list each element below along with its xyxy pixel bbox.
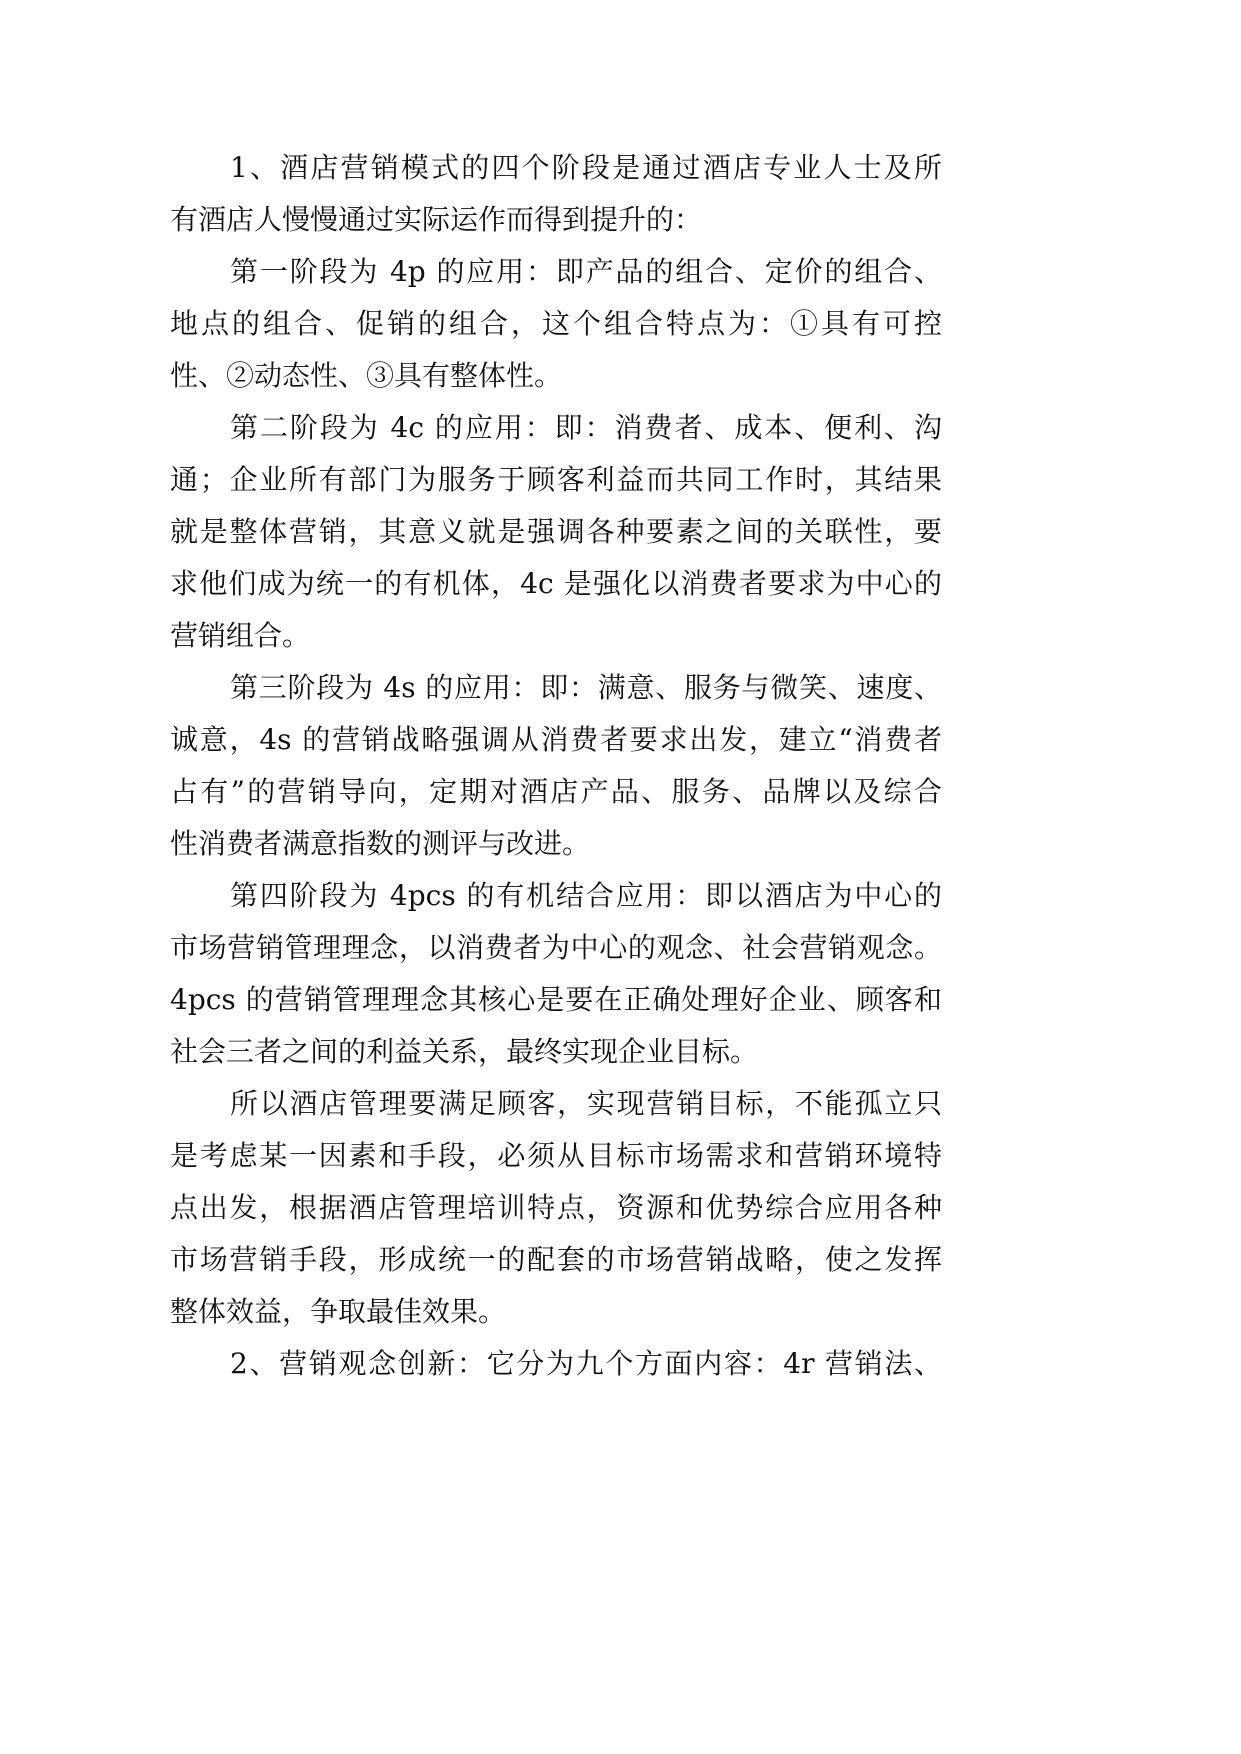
text-line: 第一阶段为 4p 的应用：即产品的组合、定价的组合、 (230, 255, 942, 288)
text-line: 占有”的营销导向，定期对酒店产品、服务、品牌以及综合 (170, 775, 942, 808)
text-line: 第四阶段为 4pcs 的有机结合应用：即以酒店为中心的 (230, 879, 942, 912)
text-line: 是考虑某一因素和手段，必须从目标市场需求和营销环境特 (170, 1139, 942, 1172)
text-line: 所以酒店管理要满足顾客，实现营销目标，不能孤立只 (230, 1087, 942, 1120)
text-line: 通；企业所有部门为服务于顾客利益而共同工作时，其结果 (170, 463, 942, 496)
text-line: 市场营销管理理念，以消费者为中心的观念、社会营销观念。 (170, 931, 942, 964)
text-line: 求他们成为统一的有机体，4c 是强化以消费者要求为中心的 (170, 567, 942, 600)
text-line: 诚意，4s 的营销战略强调从消费者要求出发，建立“消费者 (170, 723, 942, 756)
paragraph (170, 1078, 942, 1338)
paragraph (170, 402, 942, 662)
paragraph (170, 870, 942, 1078)
paragraph (170, 246, 942, 402)
text-line: 1、酒店营销模式的四个阶段是通过酒店专业人士及所 (230, 151, 942, 184)
text-line: 性、②动态性、③具有整体性。 (170, 359, 563, 392)
text-line: 性消费者满意指数的测评与改进。 (170, 827, 591, 860)
text-line: 4pcs 的营销管理理念其核心是要在正确处理好企业、顾客和 (170, 983, 942, 1016)
text-line: 社会三者之间的利益关系，最终实现企业目标。 (170, 1035, 759, 1068)
text-line: 第二阶段为 4c 的应用：即：消费者、成本、便利、沟 (230, 411, 942, 444)
text-line: 整体效益，争取最佳效果。 (170, 1295, 507, 1328)
document-body (170, 142, 942, 1390)
paragraph (170, 1338, 942, 1390)
text-line: 市场营销手段，形成统一的配套的市场营销战略，使之发挥 (170, 1243, 942, 1276)
paragraph (170, 662, 942, 870)
text-line: 营销组合。 (170, 619, 311, 652)
text-line: 第三阶段为 4s 的应用：即：满意、服务与微笑、速度、 (230, 671, 942, 704)
paragraph (170, 142, 942, 246)
text-line: 2、营销观念创新：它分为九个方面内容：4r 营销法、 (230, 1347, 942, 1380)
text-line: 地点的组合、促销的组合，这个组合特点为：①具有可控 (170, 307, 942, 340)
text-line: 点出发，根据酒店管理培训特点，资源和优势综合应用各种 (170, 1191, 942, 1224)
text-line: 就是整体营销，其意义就是强调各种要素之间的关联性，要 (170, 515, 942, 548)
text-line: 有酒店人慢慢通过实际运作而得到提升的： (170, 203, 703, 236)
